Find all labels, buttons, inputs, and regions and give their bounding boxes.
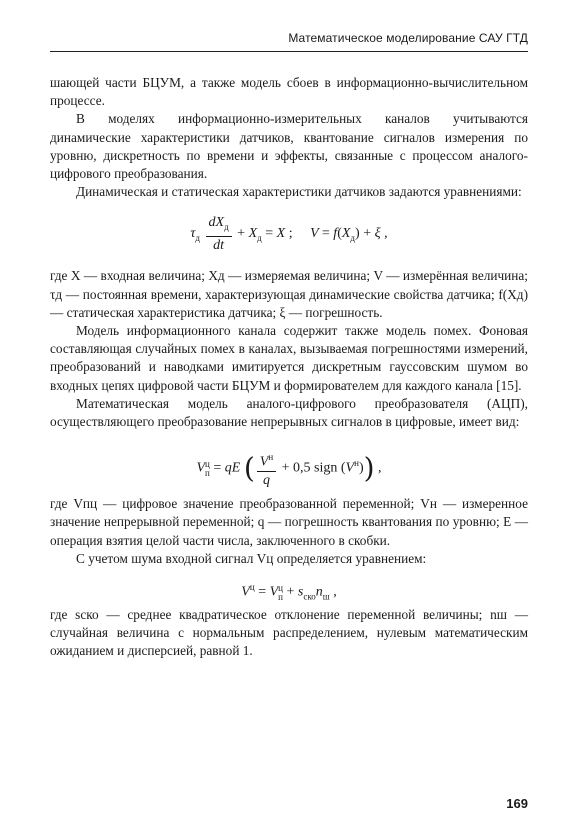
running-header <box>50 29 528 52</box>
paragraph-4: где X — входная величина; Xд — измеряемая величина; V — измерённая величина; τд — постоянная времени, характеризующая динамические свойства датчика; f(Xд) — статическая характеристика датчика; ξ — погрешность. <box>50 268 528 320</box>
page-body <box>50 74 528 661</box>
paragraph-9: где sско — среднее квадратическое отклонение переменной величины; nш — случайная величина с нормальным распределением, нулевым математическим ожиданием и дисперсией, равной 1. <box>50 607 528 659</box>
paragraph-8: С учетом шума входной сигнал Vц определяется уравнением: <box>76 550 427 566</box>
paragraph-6: Математическая модель аналого-цифрового преобразователя (АЦП), осуществляющего преобразование непрерывных сигналов в цифровые, имеет вид: <box>50 395 528 430</box>
paragraph-1: шающей части БЦУМ, а также модель сбоев в информационно-вычислительном процессе. <box>50 75 528 109</box>
page-number: 169 <box>506 796 528 811</box>
equation-adc: V ц п = qE ( $\frac{V^н}{q}$ + 0,5 sign $(V^н)$) , <box>50 437 528 489</box>
paragraph-7: где Vпц — цифровое значение преобразованной переменной; Vн — измеренное значение непрерывной переменной; q — погрешность квантования по уровню; E — операция взятия целой части числа, заключенного в скобки. <box>50 496 528 548</box>
equation-noise: $V^ц = V$ ц п + $s_{ско}n_ш$ , <box>241 582 337 602</box>
equation-sensor: $\tau_д$ $\frac{dX_д}{dt}$ + $X_д = X$ ; $V = f(X_д) + \xi$ , <box>190 215 388 254</box>
header-title: Математическое моделирование САУ ГТД <box>288 31 528 45</box>
paragraph-2: В моделях информационно-измерительных каналов учитываются динамические характеристики датчиков, квантование сигналов измерения по уровню, дискретность по времени и эффекты, связанные с процессом аналого-цифрового преобразования. <box>50 111 528 182</box>
paragraph-5: Модель информационного канала содержит также модель помех. Фоновая составляющая случайных помех в каналах, вызываемая погрешностями измерений, преобразований и наводками имитируется дискретным гауссовским шумом во входных цепях цифровой части БЦУМ и формирователем для каждого канала [15]. <box>50 323 528 393</box>
paragraph-3: Динамическая и статическая характеристики датчиков задаются уравнениями: <box>76 184 522 200</box>
